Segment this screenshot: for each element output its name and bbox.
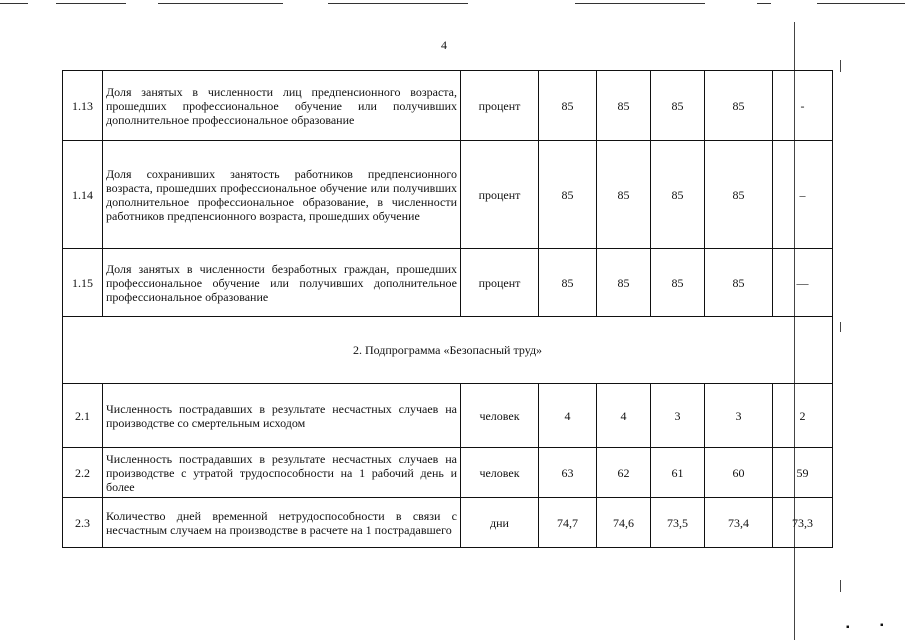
value-cell: 59 — [773, 448, 833, 498]
value-cell: 4 — [597, 384, 651, 448]
table-row — [63, 448, 833, 498]
indicator-description: Доля занятых в численности лиц предпенсионного возраста, прошедших профессиональное обучение или получивших дополнительное профессиональное образование — [103, 71, 461, 141]
value-cell: 85 — [705, 141, 773, 249]
scan-artifact-line — [0, 3, 28, 4]
value-cell: 74,6 — [597, 498, 651, 548]
row-number: 2.1 — [63, 384, 103, 448]
value-cell: 3 — [705, 384, 773, 448]
value-cell: 85 — [539, 249, 597, 317]
section-row — [63, 317, 833, 384]
scan-artifact-line — [757, 3, 771, 4]
value-cell: 85 — [597, 249, 651, 317]
scan-artifact-line — [328, 3, 468, 4]
table-row — [63, 384, 833, 448]
unit-cell: человек — [461, 384, 539, 448]
page-number: 4 — [441, 38, 447, 52]
indicators-table — [62, 70, 833, 548]
value-cell: 3 — [651, 384, 705, 448]
scan-artifact-line — [158, 3, 283, 4]
value-cell: 73,3 — [773, 498, 833, 548]
value-cell: 4 — [539, 384, 597, 448]
value-cell: 60 — [705, 448, 773, 498]
value-cell: 85 — [597, 71, 651, 141]
scan-speck: ▪ — [846, 622, 850, 633]
value-cell: 85 — [539, 141, 597, 249]
unit-cell: процент — [461, 141, 539, 249]
indicator-description: Доля сохранивших занятость работников предпенсионного возраста, прошедших профессиональное обучение или получивших дополнительное профессиональное образование, в численности работников предпенсионного возраста, прошедших обучение — [103, 141, 461, 249]
value-cell: 62 — [597, 448, 651, 498]
scan-artifact-line — [817, 3, 905, 4]
indicator-description: Численность пострадавших в результате несчастных случаев на производстве со смертельным исходом — [103, 384, 461, 448]
value-cell: 85 — [651, 141, 705, 249]
value-cell: 85 — [651, 71, 705, 141]
scan-artifact-line — [56, 3, 126, 4]
value-cell: 2 — [773, 384, 833, 448]
scan-artifact-vline — [840, 60, 841, 72]
scan-artifact-vline — [840, 580, 841, 592]
section-title: 2. Подпрограмма «Безопасный труд» — [63, 317, 833, 384]
row-number: 1.15 — [63, 249, 103, 317]
scan-artifact-vline — [840, 322, 841, 332]
indicator-description: Доля занятых в численности безработных граждан, прошедших профессиональное обучение или получивших дополнительное профессиональное образование — [103, 249, 461, 317]
value-cell: 74,7 — [539, 498, 597, 548]
value-cell: 85 — [597, 141, 651, 249]
row-number: 2.3 — [63, 498, 103, 548]
table-row — [63, 498, 833, 548]
row-number: 1.13 — [63, 71, 103, 141]
row-number: 1.14 — [63, 141, 103, 249]
value-cell: 85 — [705, 71, 773, 141]
value-cell: – — [773, 141, 833, 249]
value-cell: 73,4 — [705, 498, 773, 548]
table-row — [63, 249, 833, 317]
value-cell: — — [773, 249, 833, 317]
indicator-description: Численность пострадавших в результате несчастных случаев на производстве с утратой трудоспособности на 1 рабочий день и более — [103, 448, 461, 498]
indicator-description: Количество дней временной нетрудоспособности в связи с несчастным случаем на производстве в расчете на 1 пострадавшего — [103, 498, 461, 548]
value-cell: 73,5 — [651, 498, 705, 548]
unit-cell: дни — [461, 498, 539, 548]
table-row — [63, 71, 833, 141]
unit-cell: процент — [461, 71, 539, 141]
scan-speck: ▪ — [880, 620, 884, 631]
value-cell: 61 — [651, 448, 705, 498]
value-cell: 85 — [705, 249, 773, 317]
unit-cell: человек — [461, 448, 539, 498]
row-number: 2.2 — [63, 448, 103, 498]
table-row — [63, 141, 833, 249]
value-cell: 63 — [539, 448, 597, 498]
unit-cell: процент — [461, 249, 539, 317]
value-cell: 85 — [651, 249, 705, 317]
value-cell: 85 — [539, 71, 597, 141]
scan-artifact-line — [575, 3, 705, 4]
value-cell: - — [773, 71, 833, 141]
